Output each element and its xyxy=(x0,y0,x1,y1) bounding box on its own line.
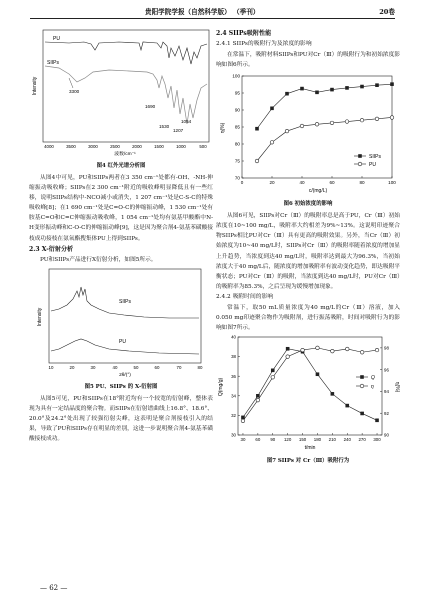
figure5-xtick: 20 xyxy=(69,364,75,370)
figure5-x-ticks xyxy=(49,365,203,370)
figure4-xtick: 500 xyxy=(199,144,207,149)
figure6-point-pu xyxy=(255,159,259,163)
figure6-ylabel: η(%) xyxy=(220,122,226,134)
figure6-point-pu xyxy=(300,124,304,128)
figure7-point-eta xyxy=(345,347,349,351)
figure6-xtick-label: 0 xyxy=(240,180,244,186)
figure7-point-q xyxy=(271,369,275,373)
peak-label-3300: 3300 xyxy=(69,89,80,94)
figure5-xtick: 50 xyxy=(133,364,139,370)
figure4-label-siips: SIIPs xyxy=(47,60,59,66)
figure7-ytick-right-label: 94 xyxy=(384,389,389,395)
figure7-ylabel-left: Q(mg/g) xyxy=(218,378,224,397)
figure6-point-siips xyxy=(285,92,289,96)
figure7-xtick-label: 150 xyxy=(298,437,307,443)
figure7-point-q xyxy=(256,394,260,398)
figure4-ir-spectrum xyxy=(29,28,213,156)
figure7-ytick-label: 40 xyxy=(231,334,236,340)
volume-label: 20卷 xyxy=(379,8,395,16)
figure7-series-line-eta xyxy=(243,348,377,421)
figure7-point-eta xyxy=(241,419,245,423)
figure6-point-pu xyxy=(285,129,289,133)
section-2-4-heading: 2.4 SIIPs吸附性能 xyxy=(216,30,272,37)
peak-label-1690: 1690 xyxy=(145,104,156,109)
figure6-legend-marker xyxy=(358,162,362,166)
figure6-point-pu xyxy=(360,119,364,123)
section-2-3-heading: 2.3 X-衍射分析 xyxy=(29,245,74,253)
left-paragraph-2: PU和SIIPs产品进行X衍射分析，如图5所示。 xyxy=(40,256,157,263)
subsection-2-4-2-heading: 2.4.2 吸附时间的影响 xyxy=(216,293,274,300)
figure7-legend-label: Q xyxy=(371,375,375,382)
figure5-xtick: 70 xyxy=(176,364,182,370)
figure7-xtick-label: 270 xyxy=(358,437,366,443)
figure7-ytick-label: 38 xyxy=(231,354,236,360)
figure6-ytick-label: 90 xyxy=(234,107,240,113)
figure6-point-pu xyxy=(345,120,349,124)
figure4-frame xyxy=(43,30,209,142)
figure5-xtick: 40 xyxy=(112,364,118,370)
figure6-xtick-label: 20 xyxy=(269,180,275,186)
figure6-point-siips xyxy=(255,127,259,131)
figure6-ytick-label: 85 xyxy=(234,124,240,130)
figure7-point-eta xyxy=(360,351,364,355)
figure5-xtick: 80 xyxy=(197,364,203,370)
figure4-label-pu: PU xyxy=(53,36,60,42)
figure4-xtick: 2000 xyxy=(132,144,142,149)
left-paragraph-1: 从图4中可见，PU和SIIPs两者在3 350 cm⁻¹处都有-OH、-NH-伸缩振动吸收峰；SIIPs在2 300 cm⁻¹附近的吸收峰明显降低且有一些红移，说明SIIPs结构中-NCO减小或消失，1 207 cm⁻¹处是C-S-C的特殊吸收峰[8]；在1 690 cm⁻¹处是C=O-C的伸缩振动峰，1 530 cm⁻¹处有胺基C=O和C=C伸缩振动吸收峰，1 054 cm⁻¹处均有氨基甲酸酯中N-H变形振动峰和C-O-C的伸缩振动峰[9]，这是因为聚合剂4-氨基苯磺酸接枝成功接枝在氨氧酯搜集体PU上得到SIIPs。 xyxy=(29,175,213,242)
figure6-point-siips xyxy=(270,107,274,111)
figure7-ytick-label: 32 xyxy=(231,413,236,419)
figure7-xtick-label: 180 xyxy=(313,437,322,443)
figure5-xtick: 60 xyxy=(154,364,160,370)
figure6-xtick-label: 100 xyxy=(388,180,396,186)
figure7-point-q xyxy=(360,412,364,416)
figure6-point-siips xyxy=(390,83,394,87)
figure6-ytick-label: 80 xyxy=(234,141,240,147)
figure4-xlabel: 波数/cm⁻¹ xyxy=(114,152,136,156)
figure4-xtick: 4000 xyxy=(44,144,54,149)
figure7-xtick-label: 60 xyxy=(255,437,261,443)
peak-leader-3300 xyxy=(69,78,73,88)
figure7-legend-label: η xyxy=(371,384,374,391)
figure7-xlabel: t/min xyxy=(304,445,316,452)
figure6-ytick-label: 70 xyxy=(234,175,240,181)
figure6-point-siips xyxy=(360,85,364,89)
figure7-point-eta xyxy=(301,348,305,352)
figure5-xrd xyxy=(29,265,213,377)
figure7-point-eta xyxy=(331,350,335,354)
figure7-point-q xyxy=(375,419,379,423)
figure7-point-eta xyxy=(286,355,290,359)
figure7-point-eta xyxy=(316,346,320,350)
figure7-point-eta xyxy=(375,348,379,352)
figure7-legend-marker xyxy=(360,375,364,379)
figure6-point-pu xyxy=(390,116,394,120)
figure6-legend-label: SIIPs xyxy=(369,153,381,160)
figure4-ylabel: Intensity xyxy=(32,76,38,96)
figure4-xtick: 2500 xyxy=(110,144,120,149)
figure6-xlabel: c/(mg/L) xyxy=(308,188,328,195)
figure7-chart xyxy=(216,333,400,451)
figure7-ytick-label: 36 xyxy=(231,374,236,380)
figure6-point-pu xyxy=(330,121,334,125)
figure6-point-siips xyxy=(330,88,334,92)
figure5-label-siips: SIIPs xyxy=(119,298,131,305)
figure6-ytick-label: 75 xyxy=(234,158,240,164)
right-column xyxy=(216,28,400,468)
right-paragraph-2: 从图6可见，SIIPs对Cr（Ⅲ）的吸附率总是高于PU，Cr（Ⅲ）初始浓度在10~100 mg/L，吸附率大约相差为9%~13%。这说明印迹聚合物SIIPs相比PU对Cr（Ⅲ）具有更高的吸附效果。另外，当Cr（Ⅲ）初始浓度为10~40 mg/L时，SIIPs对Cr（Ⅲ）的吸附率随着浓度的增加显上升趋势，当浓度到达40 mg/L时，吸附率达到最大为96.3%，当初始浓度大于40 mg/L后，随浓度的增加吸附率有波动变化趋势，即达吸附平衡状态；PU对Cr（Ⅲ）的吸附，当浓度到达40 mg/L时，PU对Cr（Ⅲ）的吸附率为85.3%，之后呈现为缓慢增加现象。 xyxy=(216,213,400,290)
figure5-label-pu: PU xyxy=(119,338,126,345)
running-header xyxy=(30,4,395,19)
figure6-series-line-siips xyxy=(257,84,392,129)
figure4-pu-curve xyxy=(45,42,207,64)
figure5-xlabel: 2θ/(°) xyxy=(119,372,131,377)
subsection-2-4-1-heading: 2.4.1 SIIPs的吸附行为及浓度的影响 xyxy=(216,41,312,47)
figure7-point-q xyxy=(345,404,349,408)
figure7-legend-marker xyxy=(360,384,364,388)
figure6-point-siips xyxy=(315,91,319,95)
figure6-xtick-label: 80 xyxy=(359,180,365,186)
figure6-point-pu xyxy=(375,117,379,121)
figure4-siips-curve xyxy=(45,66,207,124)
figure6-point-siips xyxy=(300,87,304,91)
figure7-xtick-label: 300 xyxy=(373,437,381,443)
figure7-point-q xyxy=(331,392,335,396)
figure6-point-siips xyxy=(345,86,349,90)
figure5-xtick: 10 xyxy=(48,364,54,370)
figure4-xtick: 1500 xyxy=(154,144,164,149)
figure5-frame xyxy=(49,269,201,363)
peak-label-1054: 1054 xyxy=(181,119,192,124)
figure6-xtick-label: 40 xyxy=(299,180,305,186)
figure6-legend-label: PU xyxy=(369,161,376,168)
figure6-xtick-label: 60 xyxy=(329,180,335,186)
figure7-xtick-label: 210 xyxy=(328,437,337,443)
figure4-x-ticks xyxy=(44,144,207,149)
figure4-xtick: 1000 xyxy=(176,144,186,149)
figure7-point-q xyxy=(286,347,290,351)
figure6-legend-marker xyxy=(358,154,362,158)
page-number: — 62 — xyxy=(40,584,68,592)
right-paragraph-3: 常温下，取50 mL质量浓度为40 mg/L的Cr（Ⅲ）溶液，加入0.050 mg印迹聚合物作为吸附剂，进行振荡吸附，时间对吸附行为的影响如图7所示。 xyxy=(216,304,400,332)
figure4-xtick: 3500 xyxy=(66,144,76,149)
figure5-xtick: 30 xyxy=(90,364,96,370)
figure7-ytick-right-label: 90 xyxy=(384,432,389,438)
figure6-caption: 图6 初始浓度的影响 xyxy=(283,201,333,208)
left-column xyxy=(29,28,213,444)
figure7-point-eta xyxy=(271,376,275,380)
left-paragraph-3: 从图5可见，PU和SIIPs在18°附近均有一个较宽的衍射峰，整体表现为具有一定结晶度的聚合物。而SIIPs在衍射谱曲线上16.8°、18.6°、20.0°及24.2°处出现了较强衍射尖峰，这表明是聚合剂接枝引入的结果，导致了PU和SIIPs存在明显的差别，这进一步说明聚合剂4-氨基苯磺酸接枝成功。 xyxy=(29,395,213,443)
figure6-point-pu xyxy=(270,141,274,145)
figure7-ytick-right-label: 98 xyxy=(384,345,389,351)
figure6-ytick-label: 100 xyxy=(232,73,240,79)
figure7-point-eta xyxy=(256,399,260,403)
figure7-caption: 图7 SIIPs 对 Cr（Ⅲ）吸附行为 xyxy=(266,458,350,465)
figure7-xtick-label: 30 xyxy=(240,437,246,443)
right-paragraph-1: 在常温下，吸附材料SIIPs和PU对Cr（Ⅲ）的吸附行为和初始浓度影响如图6所示。 xyxy=(216,52,400,69)
figure7-ytick-right-label: 92 xyxy=(384,411,389,417)
figure7-xtick-label: 240 xyxy=(343,437,351,443)
figure6-ytick-label: 95 xyxy=(234,90,240,96)
figure4-caption: 图4 红外光谱分析图 xyxy=(96,163,146,169)
figure7-ytick-label: 30 xyxy=(231,432,236,438)
peak-label-1207: 1207 xyxy=(173,128,184,133)
figure6-point-pu xyxy=(315,123,319,127)
peak-label-1530: 1530 xyxy=(159,124,170,129)
figure7-ytick-label: 34 xyxy=(231,393,236,399)
journal-title: 贵阳学院学报（自然科学版） （季刊） xyxy=(145,8,260,16)
figure7-xtick-label: 120 xyxy=(283,437,292,443)
figure7-ylabel-right: η(%) xyxy=(394,381,400,393)
figure7-series-line-q xyxy=(243,349,377,421)
figure6-point-siips xyxy=(375,84,379,88)
figure5-caption: 图5 PU、SIIPs 的 X-衍射图 xyxy=(84,383,158,390)
figure7-point-q xyxy=(316,373,320,377)
figure7-ytick-right-label: 96 xyxy=(384,367,389,373)
figure6-chart xyxy=(216,70,400,194)
figure5-ylabel: Intensity xyxy=(37,307,43,327)
figure4-xtick: 3000 xyxy=(88,144,98,149)
figure7-xtick-label: 90 xyxy=(270,437,276,443)
